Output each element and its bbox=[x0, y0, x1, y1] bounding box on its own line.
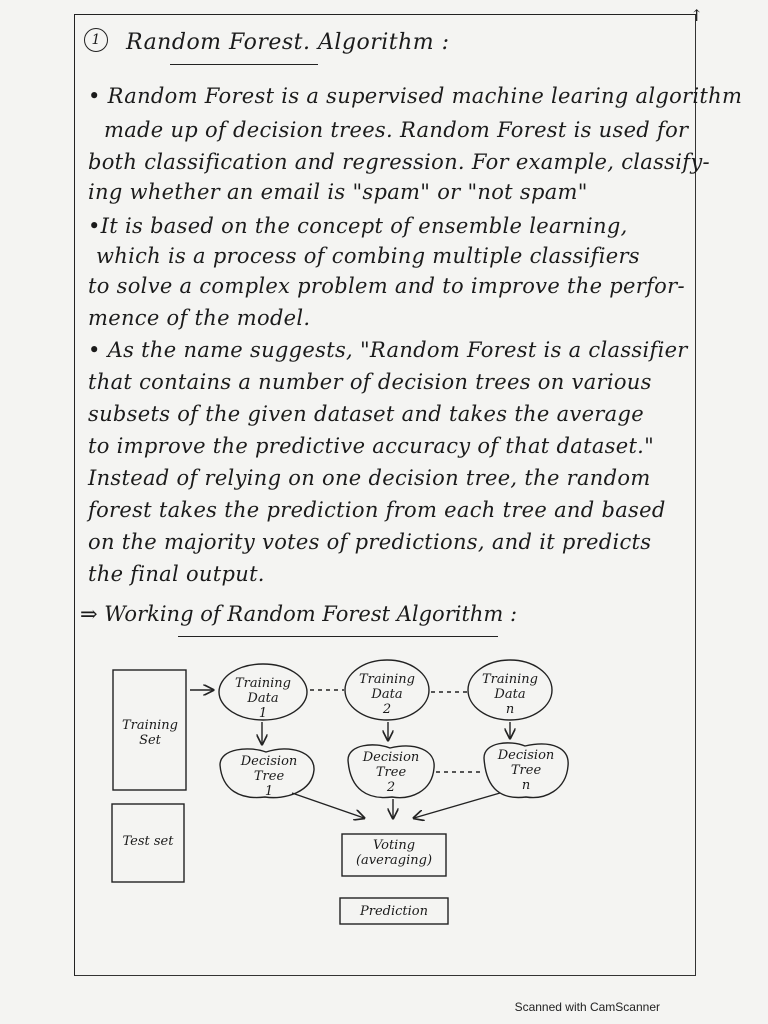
text-line: Instead of relying on one decision tree, the random bbox=[88, 466, 651, 490]
prediction-label: Prediction bbox=[360, 904, 428, 919]
training-data-label: Training Data 2 bbox=[358, 672, 416, 717]
text-line: subsets of the given dataset and takes the average bbox=[88, 402, 644, 426]
decision-tree-label: Decision Tree 2 bbox=[362, 750, 420, 795]
question-number: 1 bbox=[84, 28, 108, 52]
voting-label: Voting (averaging) bbox=[355, 838, 433, 868]
text-line: the final output. bbox=[88, 562, 265, 586]
training-data-label: Training Data 1 bbox=[234, 676, 292, 721]
training-set-label: Training Set bbox=[121, 718, 179, 748]
text-line: made up of decision trees. Random Forest is used for bbox=[104, 118, 689, 142]
arrow-tree-to-voting bbox=[414, 793, 500, 818]
training-data-label: Training Data n bbox=[481, 672, 539, 717]
text-line: • As the name suggests, "Random Forest is a classifier bbox=[88, 338, 688, 362]
text-line: forest takes the prediction from each tree and based bbox=[88, 498, 666, 522]
text-line: which is a process of combing multiple classifiers bbox=[96, 244, 640, 268]
text-line: • Random Forest is a supervised machine learing algorithm bbox=[88, 84, 743, 108]
decision-tree-label: Decision Tree n bbox=[497, 748, 555, 793]
corner-mark: ↑ bbox=[690, 6, 704, 25]
text-line: ing whether an email is "spam" or "not spam" bbox=[88, 180, 588, 204]
text-line: •It is based on the concept of ensemble learning, bbox=[88, 214, 628, 238]
test-set-label: Test set bbox=[122, 834, 174, 849]
text-line: to solve a complex problem and to improve the perfor- bbox=[88, 274, 685, 298]
text-line: both classification and regression. For example, classify- bbox=[88, 150, 710, 174]
text-line: to improve the predictive accuracy of that dataset." bbox=[88, 434, 655, 458]
page-title: Random Forest. Algorithm : bbox=[126, 30, 450, 55]
section-heading: ⇒ Working of Random Forest Algorithm : bbox=[80, 602, 518, 626]
text-line: on the majority votes of predictions, and it predicts bbox=[88, 530, 652, 554]
text-line: mence of the model. bbox=[88, 306, 311, 330]
decision-tree-label: Decision Tree 1 bbox=[240, 754, 298, 799]
text-line: that contains a number of decision trees on various bbox=[88, 370, 652, 394]
scanner-watermark: Scanned with CamScanner bbox=[514, 1000, 660, 1014]
